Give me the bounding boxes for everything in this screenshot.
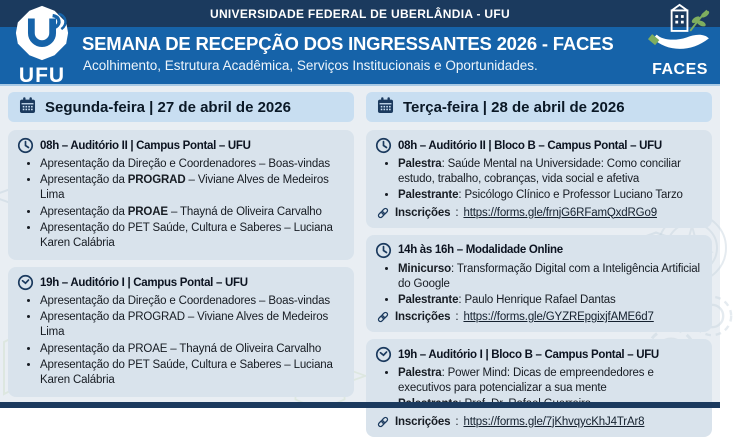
event-title: 08h – Auditório II | Bloco B – Campus Pontal – UFU <box>398 139 662 152</box>
inscriptions-link[interactable]: https://forms.gle/7jKhvqycKhJ4TrAr8 <box>463 415 645 428</box>
bottom-bar <box>0 402 720 408</box>
inscriptions-row: Inscrições : https://forms.gle/GYZREpgixjfAME6d7 <box>375 310 703 324</box>
event-bullet: • Palestrante: Psicólogo Clínico e Professor Luciano Tarzo <box>398 188 703 203</box>
clock-icon <box>375 242 392 259</box>
event-card <box>366 339 712 437</box>
calendar-icon <box>376 96 395 119</box>
link-icon <box>376 310 390 324</box>
event-bullet: • Apresentação da PROGRAD – Viviane Alves de Medeiros Lima <box>40 173 345 203</box>
link-icon <box>376 415 390 429</box>
clock-evening-icon <box>17 274 34 291</box>
inscriptions-link[interactable]: https://forms.gle/frnjG6RFamQxdRGo9 <box>463 206 657 219</box>
events-list <box>8 130 354 397</box>
ufu-logo-label: UFU <box>18 64 66 87</box>
event-title: 14h às 16h – Modalidade Online <box>398 244 563 257</box>
header-band <box>0 27 720 86</box>
event-bullet-list <box>17 157 345 251</box>
events-list <box>366 130 712 437</box>
event-bullet-list <box>375 157 703 204</box>
event-bullet: • Apresentação da Direção e Coordenadores – Boas-vindas <box>40 294 345 309</box>
event-bullet: • Apresentação da PROAE – Thayná de Oliveira Carvalho <box>40 342 345 357</box>
university-name: UNIVERSIDADE FEDERAL DE UBERLÂNDIA - UFU <box>209 6 510 21</box>
clock-icon <box>375 137 392 154</box>
event-bullet-list <box>17 294 345 388</box>
ufu-logo <box>10 4 74 88</box>
event-title: 19h – Auditório I | Bloco B – Campus Pontal – UFU <box>398 348 659 361</box>
top-bar <box>0 0 720 27</box>
event-title: 08h – Auditório II | Campus Pontal – UFU <box>40 139 251 152</box>
event-bullet: • Apresentação do PET Saúde, Cultura e Saberes – Luciana Karen Calábria <box>40 358 345 388</box>
hand-building-leaves-icon <box>647 44 713 61</box>
event-bullet: • Palestra: Saúde Mental na Universidade: Como conciliar estudo, trabalho, cobranças, vida social e afetiva <box>398 157 703 187</box>
day-header-monday <box>8 92 354 122</box>
event-card <box>366 130 712 228</box>
inscriptions-link[interactable]: https://forms.gle/GYZREpgixjfAME6d7 <box>463 311 654 324</box>
event-bullet: • Palestra: Power Mind: Dicas de empreendedores e executivos para potencializar a sua mente <box>398 366 703 396</box>
inscriptions-label: Inscrições <box>395 206 451 219</box>
clock-evening-icon <box>375 346 392 363</box>
faces-logo-label: FACES <box>652 61 708 78</box>
day-header-label: Terça-feira | 28 de abril de 2026 <box>403 98 625 116</box>
calendar-icon <box>18 96 37 119</box>
inscriptions-label: Inscrições <box>395 311 451 324</box>
column-tuesday <box>366 92 712 437</box>
event-bullet: • Apresentação da PROAE – Thayná de Oliveira Carvalho <box>40 205 345 220</box>
day-header-label: Segunda-feira | 27 de abril de 2026 <box>45 98 291 116</box>
day-header-tuesday <box>366 92 712 122</box>
event-card <box>8 267 354 397</box>
inscriptions-row: Inscrições : https://forms.gle/7jKhvqycKhJ4TrAr8 <box>375 415 703 429</box>
event-card <box>8 130 354 260</box>
inscriptions-label: Inscrições <box>395 415 451 428</box>
column-monday <box>8 92 354 397</box>
event-bullet-list <box>375 262 703 309</box>
event-card <box>366 235 712 333</box>
clock-icon <box>17 137 34 154</box>
inscriptions-row: Inscrições : https://forms.gle/frnjG6RFamQxdRGo9 <box>375 206 703 220</box>
event-bullet: • Apresentação da Direção e Coordenadores – Boas-vindas <box>40 157 345 172</box>
page-title: SEMANA DE RECEPÇÃO DOS INGRESSANTES 2026 - FACES <box>82 33 614 54</box>
link-icon <box>376 206 390 220</box>
event-title: 19h – Auditório I | Campus Pontal – UFU <box>40 276 248 289</box>
event-bullet: • Apresentação do PET Saúde, Cultura e Saberes – Luciana Karen Calábria <box>40 221 345 251</box>
event-bullet: • Apresentação da PROGRAD – Viviane Alves de Medeiros Lima <box>40 310 345 340</box>
page-subtitle: Acolhimento, Estrutura Acadêmica, Serviços Institucionais e Oportunidades. <box>83 58 538 73</box>
event-bullet: • Minicurso: Transformação Digital com a Inteligência Artificial do Google <box>398 262 703 292</box>
event-bullet: • Palestrante: Paulo Henrique Rafael Dantas <box>398 293 703 308</box>
faces-logo <box>645 3 715 79</box>
